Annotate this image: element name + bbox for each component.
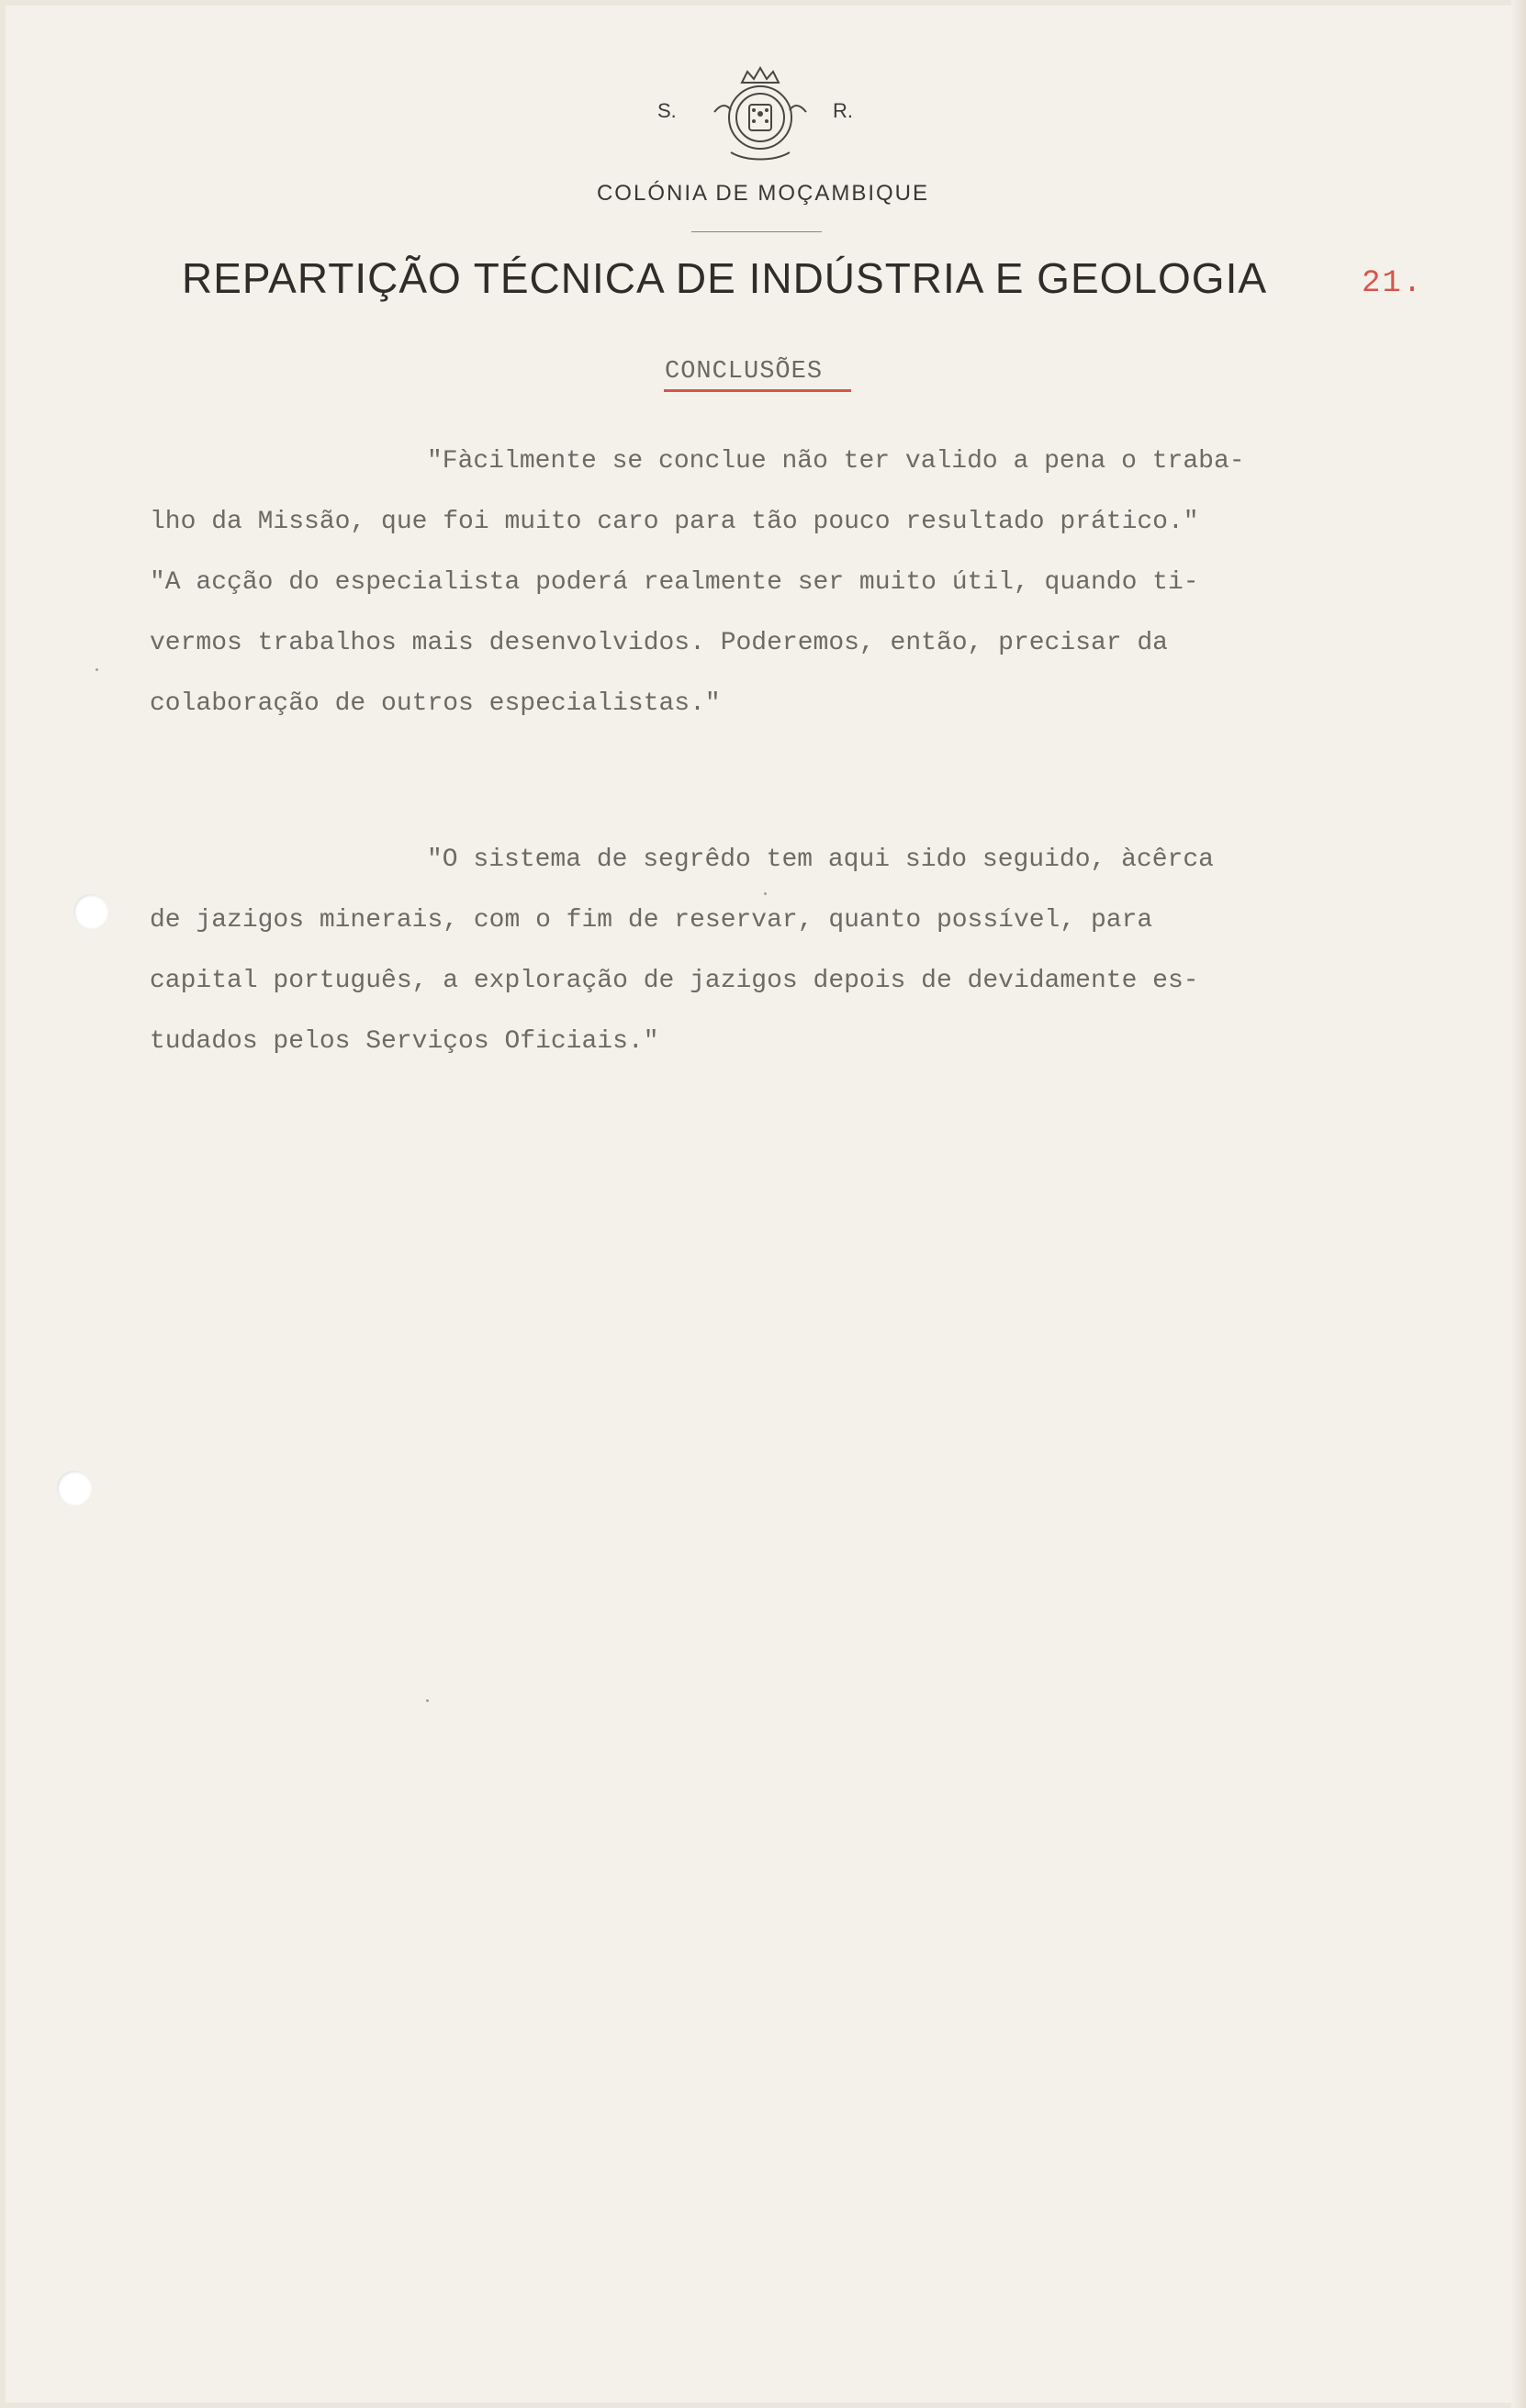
paper-speck bbox=[95, 668, 98, 671]
text-line: capital português, a exploração de jazigos depois de devidamente es- bbox=[150, 967, 1199, 995]
text-line: tudados pelos Serviços Oficiais." bbox=[150, 1027, 659, 1056]
letterhead-right-mark: R. bbox=[833, 99, 853, 122]
paper-speck bbox=[764, 892, 767, 895]
text-line: de jazigos minerais, com o fim de reservar, quanto possível, para bbox=[150, 906, 1153, 935]
text-line: "O sistema de segrêdo tem aqui sido seguido, àcêrca bbox=[427, 846, 1214, 874]
letterhead-left-mark: S. bbox=[657, 99, 677, 122]
punch-hole bbox=[73, 894, 108, 929]
page-edge bbox=[1511, 0, 1526, 2408]
page-number: 21. bbox=[1362, 266, 1424, 301]
text-line: "A acção do especialista poderá realmente ser muito útil, quando ti- bbox=[150, 568, 1199, 597]
letterhead-divider bbox=[691, 231, 822, 232]
paper-speck bbox=[426, 1699, 429, 1702]
text-line: vermos trabalhos mais desenvolvidos. Poderemos, então, precisar da bbox=[150, 629, 1168, 657]
section-heading: CONCLUSÕES bbox=[665, 358, 824, 386]
punch-hole bbox=[57, 1471, 92, 1506]
coat-of-arms-icon bbox=[705, 64, 815, 167]
text-line: lho da Missão, que foi muito caro para tão pouco resultado prático." bbox=[150, 508, 1199, 536]
text-line: "Fàcilmente se conclue não ter valido a pena o traba- bbox=[427, 447, 1245, 476]
department-title: REPARTIÇÃO TÉCNICA DE INDÚSTRIA E GEOLOGIA bbox=[182, 254, 1268, 302]
colony-name: COLÓNIA DE MOÇAMBIQUE bbox=[596, 181, 930, 206]
text-line: colaboração de outros especialistas." bbox=[150, 689, 721, 718]
heading-underline bbox=[664, 389, 851, 392]
